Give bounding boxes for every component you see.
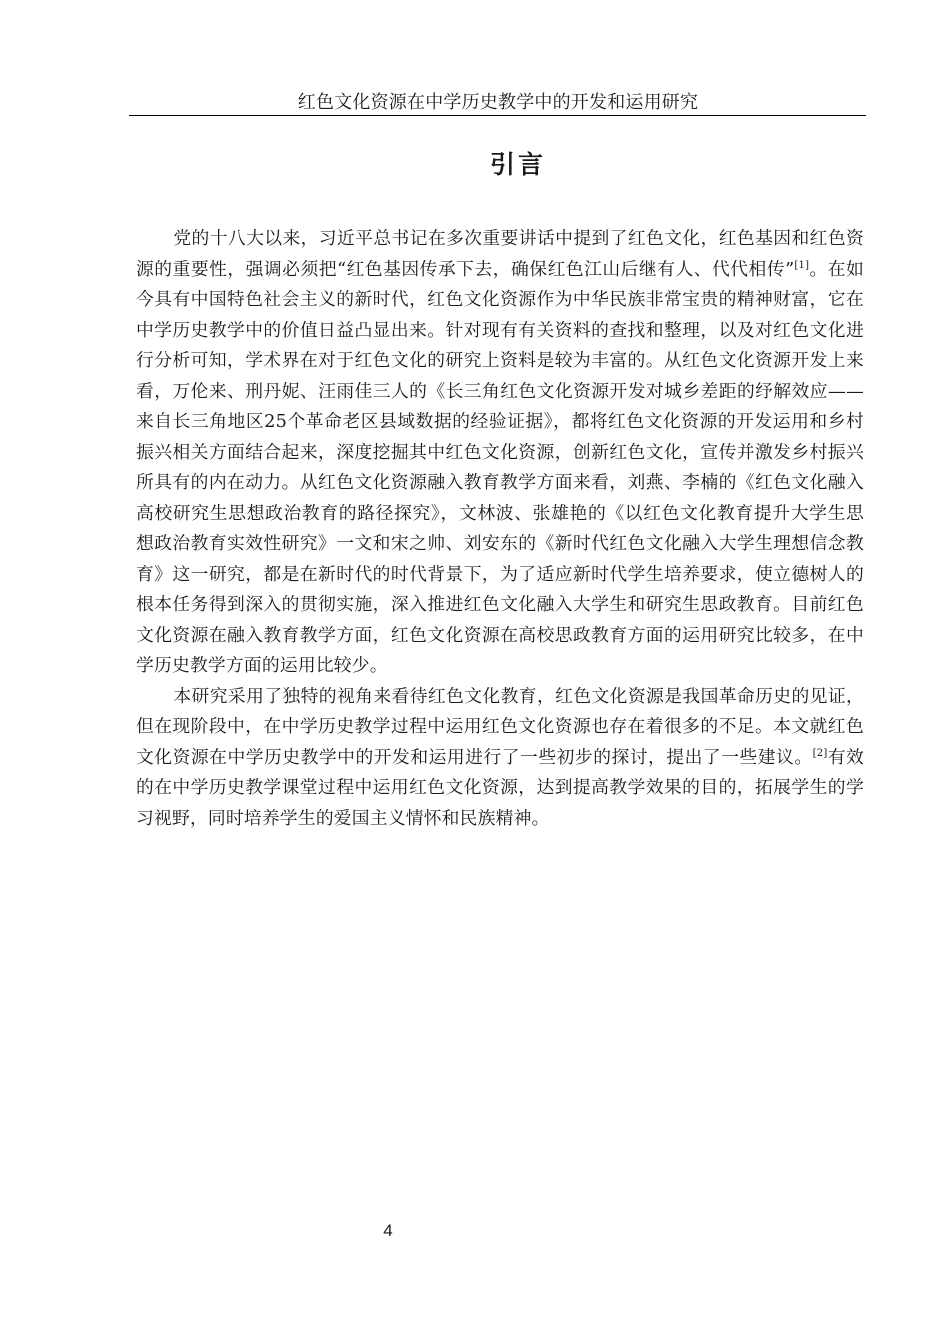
paragraph-1-text-a: 党的十八大以来，习近平总书记在多次重要讲话中提到了红色文化，红色基因和红色资源的重要性，强调必须把“红色基因传承下去，确保红色江山后继有人、代代相传” — [136, 228, 864, 280]
paragraph-2-text-b: 有效的在中学历史教学课堂过程中运用红色文化资源，达到提高教学效果的目的，拓展学生的学习视野，同时培养学生的爱国主义情怀和民族精神。 — [136, 746, 864, 829]
paragraph-2 — [136, 682, 864, 835]
paragraph-1 — [136, 224, 864, 682]
body-text — [136, 224, 864, 834]
citation-2: [2] — [812, 747, 828, 759]
section-title: 引言 — [489, 150, 546, 179]
header-rule — [129, 115, 866, 116]
paragraph-1-text-b: 。在如今具有中国特色社会主义的新时代，红色文化资源作为中华民族非常宝贵的精神财富，它在中学历史教学中的价值日益凸显出来。针对现有有关资料的查找和整理，以及对红色文化进行分析可知，学术界在对于红色文化的研究上资料是较为丰富的。从红色文化资源开发上来看，万伦来、刑丹妮、汪雨佳三人的《长三角红色文化资源开发对城乡差距的纾解效应——来自长三角地区25个革命老区县域数据的经验证据》，都将红色文化资源的开发运用和乡村振兴相关方面结合起来，深度挖掘其中红色文化资源，创新红色文化，宣传并激发乡村振兴所具有的内在动力。从红色文化资源融入教育教学方面来看，刘燕、李楠的《红色文化融入高校研究生思想政治教育的路径探究》，文林波、张雄艳的《以红色文化教育提升大学生思想政治教育实效性研究》一文和宋之帅、刘安东的《新时代红色文化融入大学生理想信念教育》这一研究，都是在新时代的时代背景下，为了适应新时代学生培养要求，使立德树人的根本任务得到深入的贯彻实施，深入推进红色文化融入大学生和研究生思政教育。目前红色文化资源在融入教育教学方面，红色文化资源在高校思政教育方面的运用研究比较多，在中学历史教学方面的运用比较少。 — [136, 258, 864, 676]
paragraph-2-text-a: 本研究采用了独特的视角来看待红色文化教育，红色文化资源是我国革命历史的见证，但在现阶段中，在中学历史教学过程中运用红色文化资源也存在着很多的不足。本文就红色文化资源在中学历史教学中的开发和运用进行了一些初步的探讨，提出了一些建议。 — [136, 685, 864, 768]
citation-1: [1] — [794, 259, 810, 271]
running-header: 红色文化资源在中学历史教学中的开发和运用研究 — [297, 92, 699, 113]
page-number: 4 — [383, 1221, 393, 1240]
